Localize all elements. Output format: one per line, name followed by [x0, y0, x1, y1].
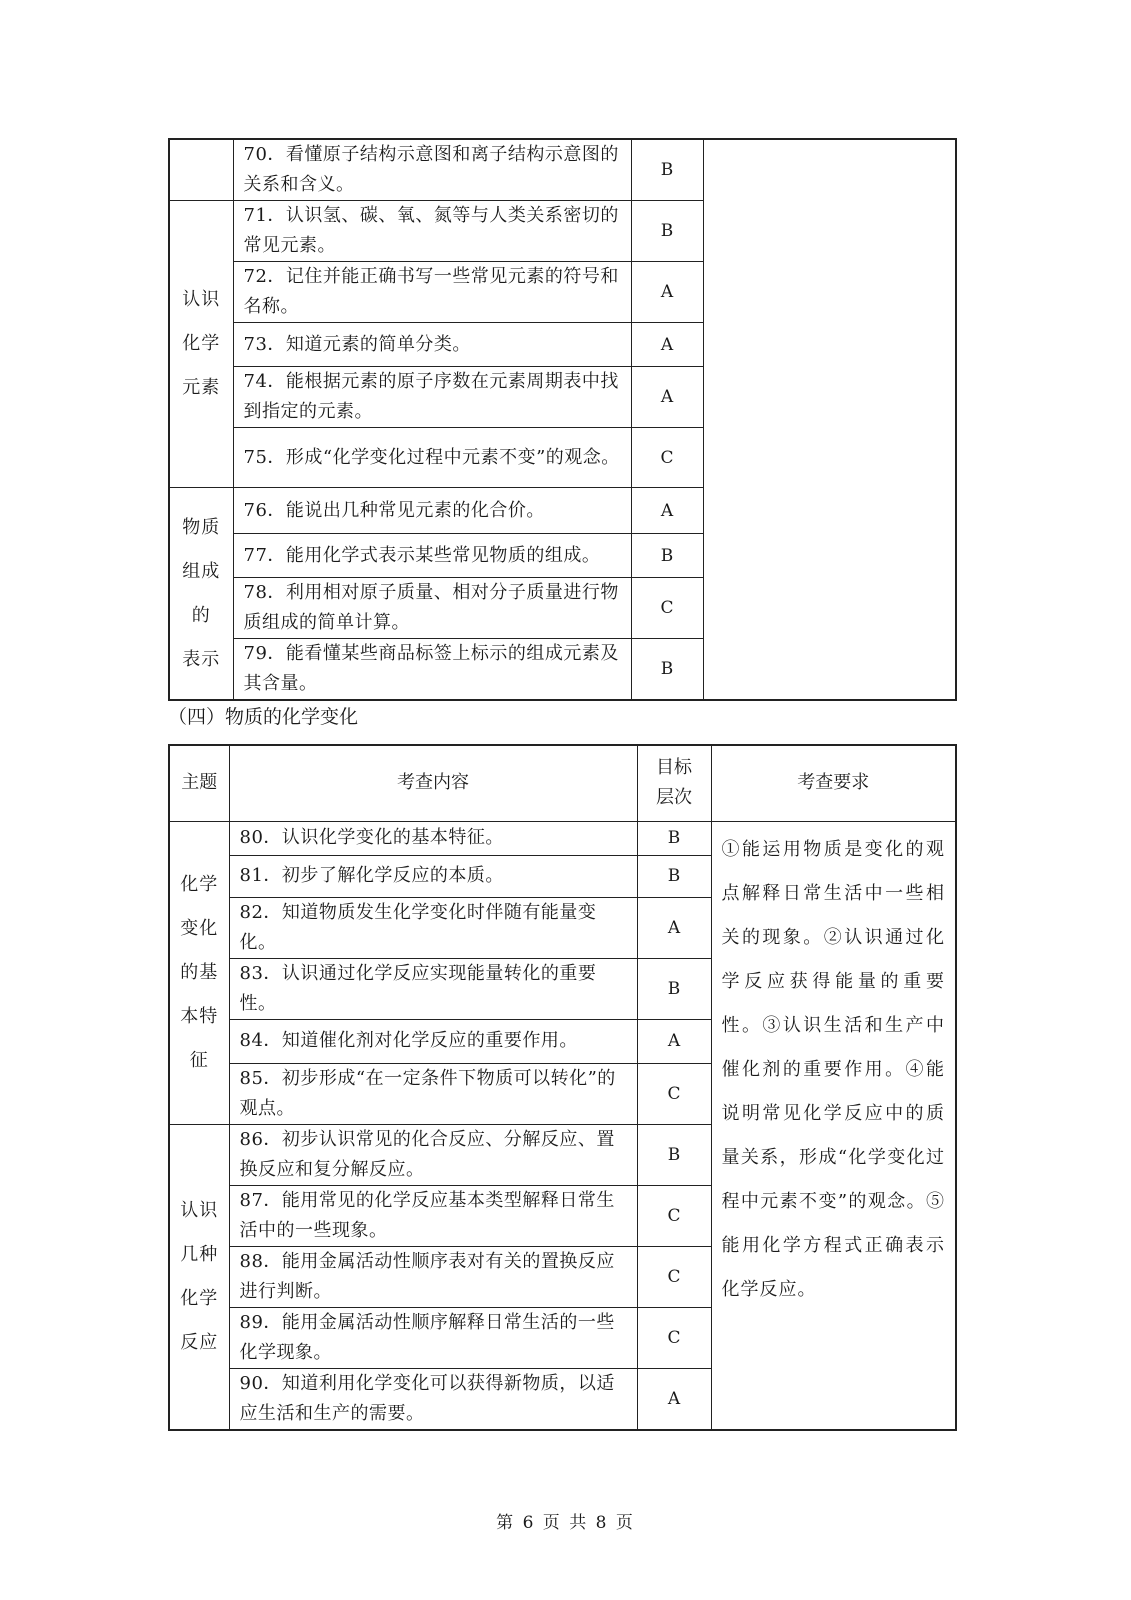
header-level — [637, 745, 711, 821]
level-cell: C — [637, 1246, 711, 1307]
level-cell: C — [637, 1063, 711, 1124]
header-theme: 主题 — [169, 745, 229, 821]
level-cell: B — [637, 1124, 711, 1185]
table-row — [169, 821, 956, 855]
theme-text: 认识 — [182, 289, 221, 310]
theme-text: 化学 — [182, 333, 221, 354]
requirements-cell-empty — [703, 139, 956, 700]
content-cell: 87．能用常见的化学反应基本类型解释日常生活中的一些现象。 — [229, 1185, 637, 1246]
theme-cell-empty — [169, 139, 233, 201]
theme-cell — [169, 201, 233, 488]
content-cell: 74．能根据元素的原子序数在元素周期表中找到指定的元素。 — [233, 367, 631, 428]
header-row — [169, 745, 956, 821]
level-cell: B — [631, 139, 703, 201]
level-cell: C — [637, 1185, 711, 1246]
content-cell: 72．记住并能正确书写一些常见元素的符号和名称。 — [233, 262, 631, 323]
header-level-line1: 目标 — [656, 757, 692, 779]
requirements-cell: ①能运用物质是变化的观点解释日常生活中一些相关的现象。②认识通过化学反应获得能量的重要性。③认识生活和生产中催化剂的重要作用。④能说明常见化学反应中的质量关系，形成“化学变化过程中元素不变”的观念。⑤能用化学方程式正确表示化学反应。 — [711, 821, 956, 1430]
content-cell: 89．能用金属活动性顺序解释日常生活的一些化学现象。 — [229, 1307, 637, 1368]
theme-cell — [169, 488, 233, 701]
content-cell: 76．能说出几种常见元素的化合价。 — [233, 488, 631, 534]
content-cell: 78．利用相对原子质量、相对分子质量进行物质组成的简单计算。 — [233, 578, 631, 639]
content-cell: 81．初步了解化学反应的本质。 — [229, 855, 637, 897]
theme-text: 几种 — [180, 1243, 219, 1265]
content-cell: 90．知道利用化学变化可以获得新物质，以适应生活和生产的需要。 — [229, 1368, 637, 1430]
header-content: 考查内容 — [229, 745, 637, 821]
theme-cell — [169, 1124, 229, 1430]
content-cell: 80．认识化学变化的基本特征。 — [229, 821, 637, 855]
level-cell: A — [631, 488, 703, 534]
level-cell: C — [631, 578, 703, 639]
theme-text: 的基 — [180, 961, 219, 983]
theme-text: 变化 — [180, 917, 219, 939]
header-requirements: 考查要求 — [711, 745, 956, 821]
theme-text: 本特 — [180, 1005, 219, 1027]
theme-text: 元素 — [182, 377, 221, 398]
level-cell: B — [637, 821, 711, 855]
content-cell: 71．认识氢、碳、氧、氮等与人类关系密切的常见元素。 — [233, 201, 631, 262]
content-cell: 88．能用金属活动性顺序表对有关的置换反应进行判断。 — [229, 1246, 637, 1307]
level-cell: A — [637, 897, 711, 958]
theme-text: 表示 — [182, 648, 221, 670]
theme-text: 认识 — [180, 1199, 219, 1221]
content-cell: 84．知道催化剂对化学反应的重要作用。 — [229, 1019, 637, 1063]
theme-text: 化学 — [180, 1287, 219, 1309]
chemical-change-table — [168, 744, 957, 1431]
level-cell: A — [631, 262, 703, 323]
content-cell: 79．能看懂某些商品标签上标示的组成元素及其含量。 — [233, 639, 631, 701]
level-cell: C — [631, 428, 703, 488]
level-cell: A — [637, 1019, 711, 1063]
page-footer: 第 6 页 共 8 页 — [496, 1513, 635, 1533]
level-cell: B — [637, 855, 711, 897]
level-cell: B — [637, 958, 711, 1019]
level-cell: B — [631, 534, 703, 578]
content-cell: 86．初步认识常见的化合反应、分解反应、置换反应和复分解反应。 — [229, 1124, 637, 1185]
theme-text: 物质 — [182, 516, 221, 538]
content-cell: 75．形成“化学变化过程中元素不变”的观念。 — [233, 428, 631, 488]
theme-text: 反应 — [180, 1331, 219, 1353]
element-table — [168, 138, 957, 701]
theme-text: 化学 — [180, 873, 219, 895]
content-cell: 85．初步形成“在一定条件下物质可以转化”的观点。 — [229, 1063, 637, 1124]
content-cell: 77．能用化学式表示某些常见物质的组成。 — [233, 534, 631, 578]
level-cell: A — [631, 323, 703, 367]
table-row — [169, 139, 956, 201]
content-cell: 82．知道物质发生化学变化时伴随有能量变化。 — [229, 897, 637, 958]
section-title: （四）物质的化学变化 — [168, 706, 359, 728]
level-cell: B — [631, 201, 703, 262]
content-cell: 73．知道元素的简单分类。 — [233, 323, 631, 367]
content-cell: 83．认识通过化学反应实现能量转化的重要性。 — [229, 958, 637, 1019]
theme-text: 的 — [191, 604, 211, 626]
level-cell: B — [631, 639, 703, 701]
theme-cell — [169, 821, 229, 1124]
content-cell: 70．看懂原子结构示意图和离子结构示意图的关系和含义。 — [233, 139, 631, 201]
theme-text: 组成 — [182, 560, 221, 582]
level-cell: A — [637, 1368, 711, 1430]
level-cell: A — [631, 367, 703, 428]
level-cell: C — [637, 1307, 711, 1368]
header-level-line2: 层次 — [656, 787, 692, 809]
theme-text: 征 — [189, 1049, 209, 1071]
